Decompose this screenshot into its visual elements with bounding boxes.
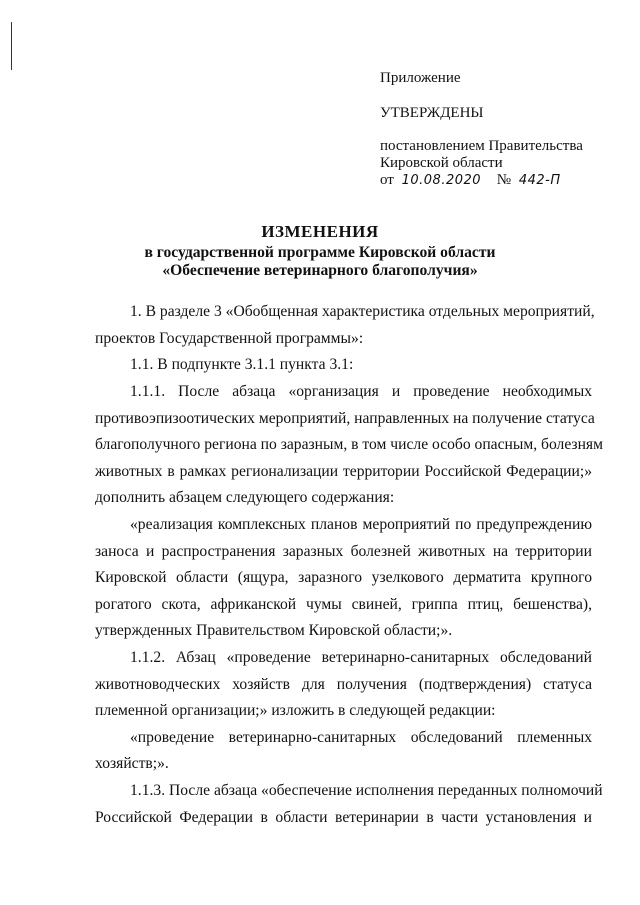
approved-label: УТВЕРЖДЕНЫ — [380, 105, 484, 121]
from-prefix: от — [380, 172, 394, 188]
number-sign: № — [496, 172, 512, 188]
body-line: 1. В разделе 3 «Обобщенная характеристика отдельных мероприятий, — [130, 303, 595, 320]
appendix-label: Приложение — [380, 70, 461, 86]
body-line: племенной организации;» изложить в следующей редакции: — [95, 702, 496, 719]
body-line: Кировской области (ящура, заразного узелкового дерматита крупного — [95, 569, 592, 586]
body-line: хозяйств;». — [95, 755, 169, 772]
body-line: 1.1.2. Абзац «проведение ветеринарно-санитарных обследований — [130, 649, 592, 666]
body-line: проектов Государственной программы»: — [95, 330, 364, 347]
title-line-3: «Обеспечение ветеринарного благополучия» — [162, 262, 478, 279]
body-line: благополучного региона по заразным, в том числе особо опасным, болезням — [95, 436, 603, 453]
body-line: утвержденных Правительством Кировской области;». — [95, 622, 453, 639]
title-heading: ИЗМЕНЕНИЯ — [261, 222, 379, 241]
body-line: «реализация комплексных планов мероприятий по предупреждению — [130, 516, 592, 533]
body-line: 1.1.1. После абзаца «организация и проведение необходимых — [130, 383, 592, 400]
body-line: рогатого скота, африканской чумы свиней, гриппа птиц, бешенства), — [95, 596, 592, 613]
body-line: дополнить абзацем следующего содержания: — [95, 489, 395, 506]
decree-line-2: Кировской области — [380, 155, 503, 171]
body-line: животноводческих хозяйств для получения (подтверждения) статуса — [95, 676, 592, 693]
handwritten-date: 10.08.2020 — [401, 173, 482, 188]
handwritten-number: 442-П — [518, 173, 561, 188]
body-line: животных в рамках регионализации территории Российской Федерации;» — [95, 463, 592, 480]
decree-line-1: постановлением Правительства — [380, 138, 583, 154]
body-line: 1.1.3. После абзаца «обеспечение исполнения переданных полномочий — [130, 782, 603, 799]
body-line: Российской Федерации в области ветеринарии в части установления и — [95, 809, 592, 826]
body-line: «проведение ветеринарно-санитарных обследований племенных — [130, 729, 592, 746]
body-line: противоэпизоотических мероприятий, направленных на получение статуса — [95, 410, 595, 427]
decree-date-number-line — [380, 172, 561, 189]
title-line-2: в государственной программе Кировской области — [144, 244, 496, 261]
body-line: заноса и распространения заразных болезней животных на территории — [95, 543, 592, 560]
body-line: 1.1. В подпункте 3.1.1 пункта 3.1: — [130, 356, 354, 373]
margin-binding-mark — [11, 22, 12, 70]
